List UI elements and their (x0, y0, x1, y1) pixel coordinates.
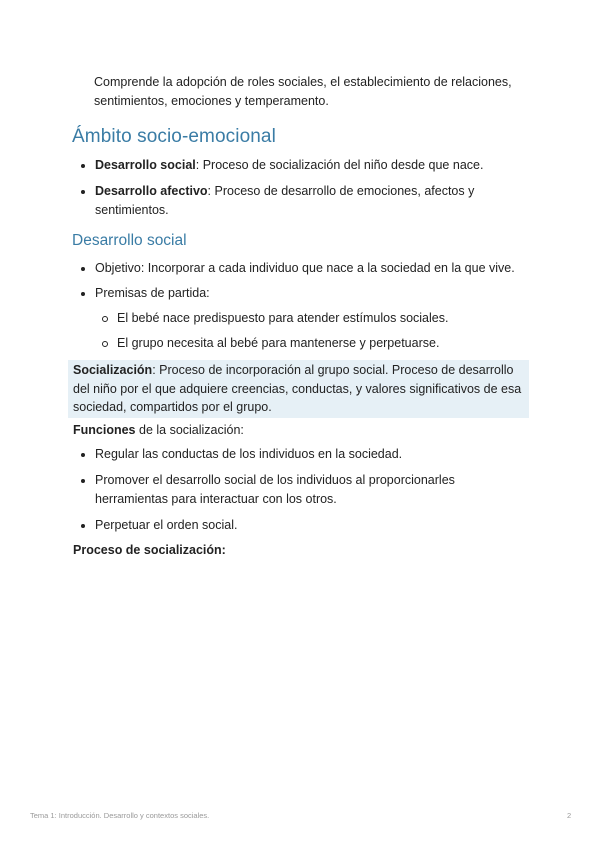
bullet-dot-icon (81, 267, 85, 271)
bullet-dot-icon (81, 453, 85, 457)
functions-term: Funciones (73, 423, 136, 437)
list-item-text: : Proceso de socialización del niño desde que nace. (195, 158, 484, 172)
definition-term: Socialización (73, 363, 153, 377)
list-item-term: Desarrollo afectivo (95, 184, 208, 198)
function-text: Regular las conductas de los individuos en la sociedad. (95, 447, 403, 461)
objective-text: Objetivo: Incorporar a cada individuo que nace a la sociedad en la que vive. (95, 261, 515, 275)
list-item (73, 259, 533, 278)
section-bullet-list (73, 156, 523, 220)
subsection-title: Desarrollo social (72, 232, 187, 249)
premises-sub-list (95, 309, 525, 353)
list-item (73, 182, 523, 220)
function-text: Promover el desarrollo social de los individuos al proporcionarles herramientas para interactuar con los otros. (95, 473, 455, 506)
footer-title: Tema 1: Introducción. Desarrollo y contextos sociales. (30, 811, 210, 820)
process-heading: Proceso de socialización: (73, 543, 226, 557)
bullet-dot-icon (81, 190, 85, 194)
functions-bullet-list (73, 445, 503, 535)
list-item-term: Desarrollo social (95, 158, 196, 172)
intro-paragraph: Comprende la adopción de roles sociales, el establecimiento de relaciones, sentimientos, emociones y temperamento. (94, 75, 512, 108)
premises-label: Premisas de partida: (95, 286, 210, 300)
list-item-text: : Proceso de desarrollo de emociones, afectos y sentimientos. (95, 184, 475, 217)
list-item (95, 309, 525, 328)
function-text: Perpetuar el orden social. (95, 518, 238, 532)
functions-heading (73, 421, 244, 440)
list-item (95, 334, 525, 353)
premise-text: El grupo necesita al bebé para mantenerse y perpetuarse. (117, 336, 440, 350)
list-item (73, 516, 503, 535)
bullet-dot-icon (81, 164, 85, 168)
list-item (73, 156, 523, 175)
premise-text: El bebé nace predispuesto para atender estímulos sociales. (117, 311, 449, 325)
bullet-dot-icon (81, 524, 85, 528)
page-number: 2 (567, 811, 572, 820)
bullet-dot-icon (81, 479, 85, 483)
section-title: Ámbito socio-emocional (72, 126, 276, 147)
bullet-dot-icon (81, 292, 85, 296)
subsection-bullet-list (73, 259, 533, 303)
list-item (73, 284, 533, 303)
list-item (73, 471, 503, 509)
hollow-bullet-icon (102, 316, 108, 322)
definition-text: : Proceso de incorporación al grupo social. Proceso de desarrollo del niño por el que adquiere creencias, conductas, y valores significativos de esa sociedad, compartidos por el grupo. (73, 363, 522, 414)
hollow-bullet-icon (102, 341, 108, 347)
functions-rest: de la socialización: (135, 423, 244, 437)
definition-callout (68, 360, 529, 418)
list-item (73, 445, 503, 464)
